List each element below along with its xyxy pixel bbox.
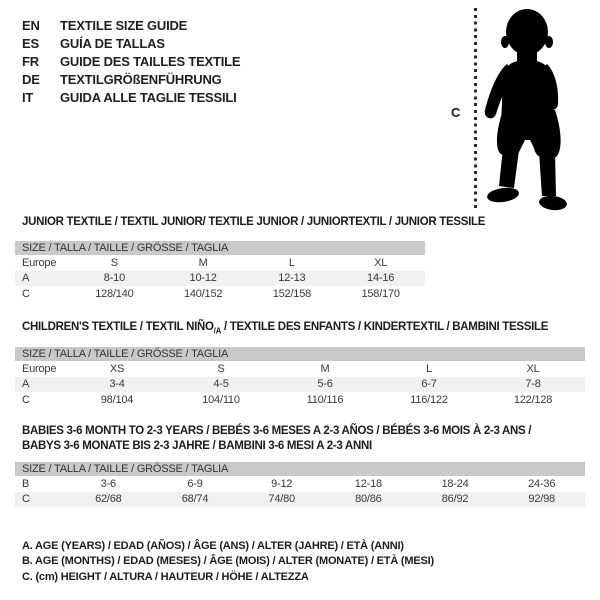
table-cell: 6-9: [187, 477, 203, 490]
table-cell: S: [110, 256, 118, 269]
table-cell: XS: [109, 362, 125, 375]
babies-section-title: [22, 424, 531, 453]
height-marker-label: C: [451, 105, 461, 120]
table-row: [15, 377, 585, 393]
footnote: A. AGE (YEARS) / EDAD (AÑOS) / ÂGE (ANS) / ALTER (JAHRE) / ETÀ (ANNI): [22, 540, 404, 552]
children-section-title: [22, 321, 548, 335]
row-label: A: [22, 272, 30, 285]
language-row: [22, 52, 240, 70]
table-cell: 7-8: [525, 378, 541, 391]
size-header-bar: SIZE / TALLA / TAILLE / GRÖSSE / TAGLIA: [15, 347, 585, 361]
table-row: [15, 492, 585, 508]
table-cell: 24-36: [528, 477, 556, 490]
row-label: A: [22, 378, 30, 391]
junior-size-table: [15, 241, 425, 302]
row-label: B: [22, 477, 30, 490]
table-cell: 3-4: [109, 378, 125, 391]
language-label: GUIDA ALLE TAGLIE TESSILI: [60, 89, 237, 105]
table-cell: 4-5: [213, 378, 229, 391]
height-measure-dashed-line: [474, 8, 477, 211]
table-cell: 74/80: [268, 493, 295, 506]
table-cell: 3-6: [100, 477, 116, 490]
table-cell: 62/68: [95, 493, 122, 506]
babies-size-table: [15, 462, 585, 507]
language-label: TEXTILE SIZE GUIDE: [60, 17, 188, 33]
children-title-post: / TEXTILE DES ENFANTS / KINDERTEXTIL / BAMBINI TESSILE: [221, 321, 549, 333]
table-cell: L: [288, 256, 295, 269]
table-cell: 10-12: [189, 272, 217, 285]
table-cell: 9-12: [271, 477, 293, 490]
table-cell: XL: [374, 256, 388, 269]
junior-section-title: JUNIOR TEXTILE / TEXTIL JUNIOR/ TEXTILE JUNIOR / JUNIORTEXTIL / JUNIOR TESSILE: [22, 216, 486, 228]
table-cell: 12-18: [354, 477, 382, 490]
table-cell: 92/98: [528, 493, 555, 506]
table-cell: 140/152: [183, 287, 223, 300]
row-label: C: [22, 493, 30, 506]
table-cell: 86/92: [441, 493, 469, 506]
footnote: B. AGE (MONTHS) / EDAD (MESES) / ÂGE (MOIS) / ALTER (MONATE) / ETÀ (MESI): [22, 555, 434, 568]
table-row: [15, 392, 585, 408]
table-row: [15, 255, 425, 271]
language-code: EN: [22, 17, 40, 33]
table-cell: 122/128: [513, 393, 553, 406]
table-cell: 158/170: [361, 287, 400, 300]
table-cell: 110/116: [306, 393, 344, 406]
babies-title-line1: BABIES 3-6 MONTH TO 2-3 YEARS / BEBÉS 3-6 MESES A 2-3 AÑOS / BÉBÉS 3-6 MOIS À 2-3 ANS /: [22, 425, 532, 437]
language-code: FR: [22, 53, 39, 69]
table-cell: L: [426, 362, 432, 375]
table-row: [15, 361, 585, 377]
footnote: C. (cm) HEIGHT / ALTURA / HAUTEUR / HÖHE / ALTEZZA: [22, 570, 309, 583]
children-title-pre: CHILDREN'S TEXTILE / TEXTIL NIÑO: [22, 321, 214, 333]
table-row: [15, 476, 585, 492]
table-cell: 98/104: [100, 393, 134, 406]
language-row: [22, 16, 240, 34]
table-cell: 152/158: [272, 287, 312, 300]
table-cell: 80/86: [355, 493, 382, 506]
table-cell: M: [320, 362, 330, 375]
babies-title-line2: BABYS 3-6 MONATE BIS 2-3 JAHRE / BAMBINI 3-6 MESI A 2-3 ANNI: [22, 439, 372, 452]
table-cell: S: [217, 362, 225, 375]
table-cell: 6-7: [421, 378, 437, 391]
table-cell: M: [198, 256, 208, 269]
language-code: DE: [22, 71, 40, 87]
size-header-bar: SIZE / TALLA / TAILLE / GRÖSSE / TAGLIA: [15, 241, 425, 255]
row-label: C: [22, 393, 30, 406]
table-cell: XL: [526, 362, 540, 375]
language-row: [22, 88, 240, 106]
language-row: [22, 70, 240, 88]
table-cell: 8-10: [103, 272, 125, 285]
language-label: TEXTILGRÖßENFÜHRUNG: [60, 71, 222, 87]
language-code: IT: [22, 89, 34, 105]
table-cell: 18-24: [441, 477, 469, 490]
table-row: [15, 271, 425, 287]
size-header-bar: SIZE / TALLA / TAILLE / GRÖSSE / TAGLIA: [15, 462, 585, 476]
language-code: ES: [22, 35, 39, 51]
row-label: C: [22, 287, 30, 300]
toddler-silhouette-image: [481, 6, 575, 214]
language-row: [22, 34, 240, 52]
language-label: GUÍA DE TALLAS: [60, 35, 165, 51]
table-row: [15, 286, 425, 302]
footnotes-block: [22, 539, 434, 585]
table-cell: 128/140: [95, 287, 134, 300]
children-size-table: [15, 347, 585, 408]
table-cell: 104/110: [202, 393, 240, 406]
language-label: GUIDE DES TAILLES TEXTILE: [60, 53, 241, 69]
table-cell: 68/74: [181, 493, 209, 506]
row-label: Europe: [22, 362, 57, 375]
table-cell: 5-6: [317, 378, 333, 391]
table-cell: 12-13: [278, 272, 306, 285]
children-title-sub: /A: [213, 326, 222, 336]
row-label: Europe: [22, 256, 57, 269]
table-cell: 116/122: [410, 393, 448, 406]
table-cell: 14-16: [367, 272, 395, 285]
language-guide-list: [22, 16, 240, 106]
